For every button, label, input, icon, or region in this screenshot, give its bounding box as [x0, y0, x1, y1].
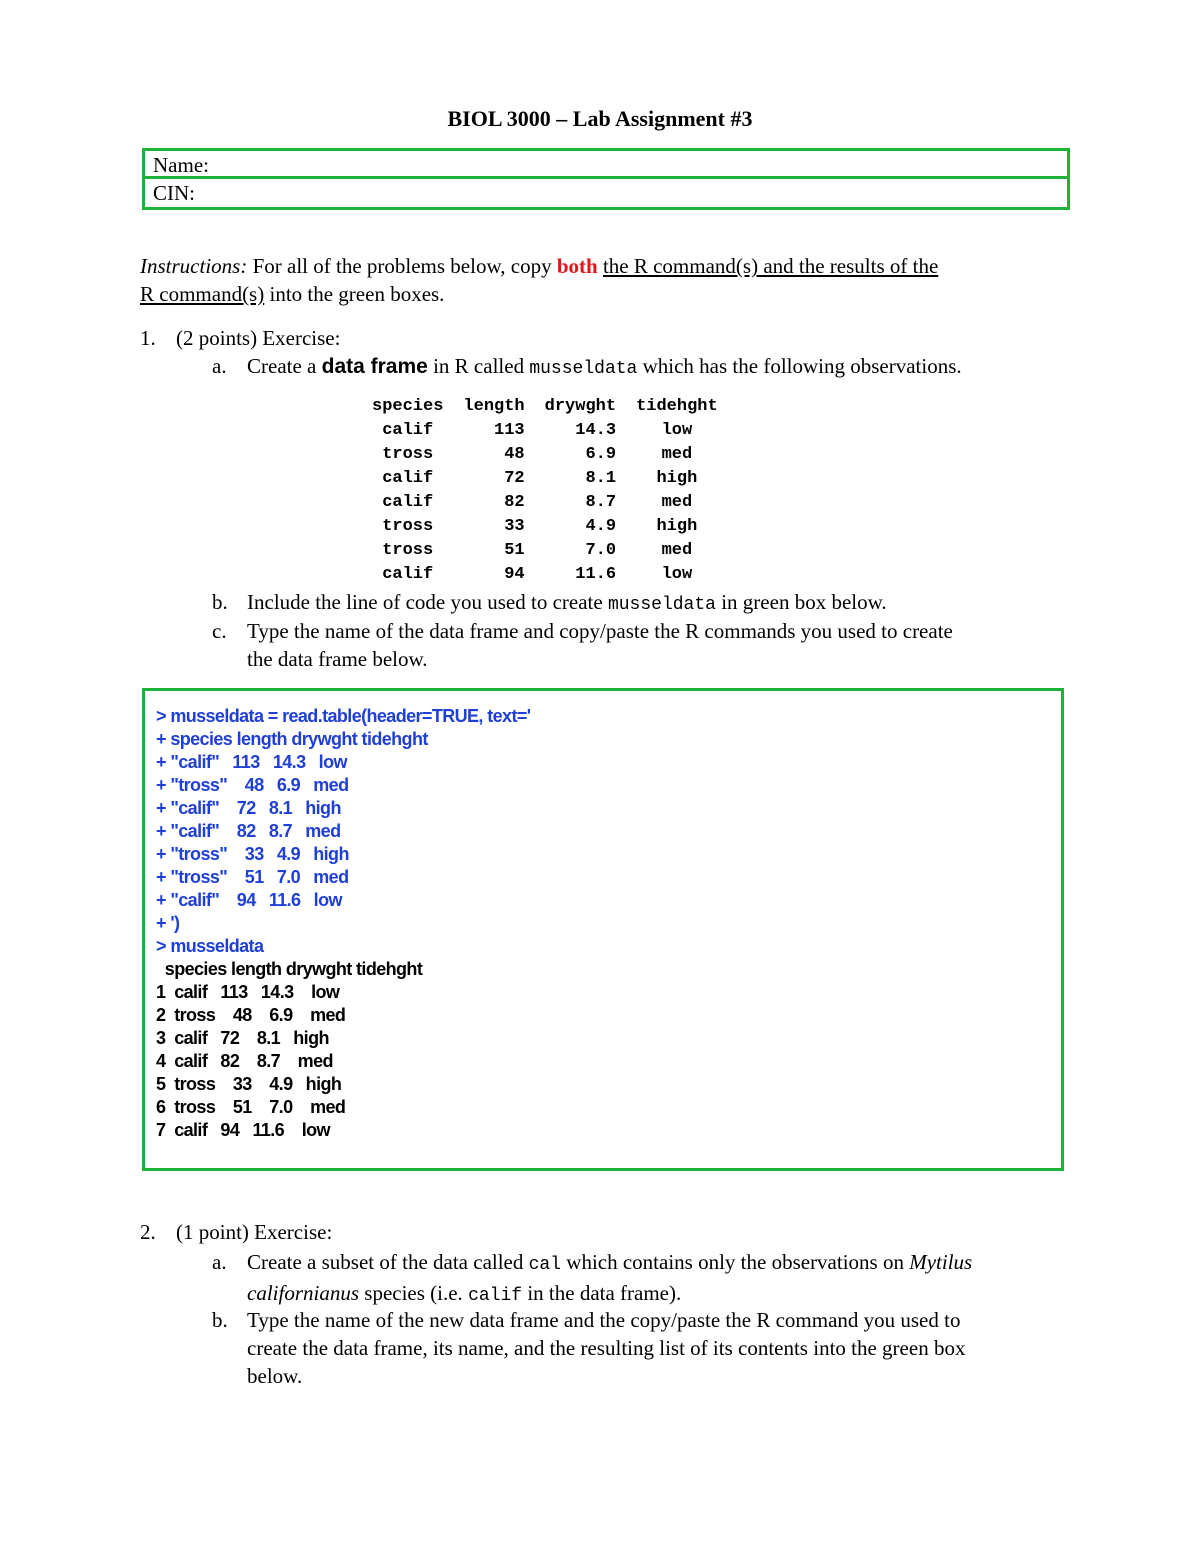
q1b-letter: b.	[212, 590, 228, 614]
q2-heading: (1 point) Exercise:	[176, 1220, 333, 1244]
r-command-line: + ')	[156, 913, 180, 933]
name-field[interactable]: Name:	[145, 151, 1067, 179]
table-cell: med	[661, 444, 693, 464]
r-command-line: + "calif" 113 14.3 low	[156, 752, 347, 772]
r-command-line: + "tross" 33 4.9 high	[156, 844, 349, 864]
table-cell: calif	[382, 492, 434, 512]
table-row	[362, 466, 728, 490]
table-cell: 8.7	[585, 492, 617, 512]
table-cell: high	[656, 516, 698, 536]
table-cell: tross	[382, 540, 434, 560]
both-emphasis: both	[556, 254, 598, 278]
r-command-line: + "calif" 94 11.6 low	[156, 890, 342, 910]
r-command-line: + species length drywght tidehght	[156, 729, 428, 749]
instructions-label: Instructions:	[140, 254, 248, 278]
q1c-letter: c.	[212, 619, 227, 643]
table-cell: 51	[504, 540, 525, 560]
q1a-letter: a.	[212, 354, 227, 378]
page-title: BIOL 3000 – Lab Assignment #3	[447, 106, 753, 131]
table-cell: med	[661, 492, 693, 512]
r-output-line: 7 calif 94 11.6 low	[156, 1120, 330, 1140]
r-output-line: 1 calif 113 14.3 low	[156, 982, 340, 1002]
table-cell: 113	[494, 420, 525, 440]
r-command-line: + "calif" 72 8.1 high	[156, 798, 341, 818]
table-cell: high	[656, 468, 698, 488]
table-cell: 7.0	[585, 540, 617, 560]
table-cell: 94	[504, 564, 525, 584]
q1c-text: Type the name of the data frame and copy/paste the R commands you used to create the data frame below.	[247, 619, 953, 671]
q1b-text: Include the line of code you used to create musseldata in green box below.	[247, 590, 887, 615]
r-output-line: 2 tross 48 6.9 med	[156, 1005, 346, 1025]
cin-field[interactable]: CIN:	[153, 181, 195, 205]
q2b-letter: b.	[212, 1308, 228, 1332]
r-command-line: + "tross" 48 6.9 med	[156, 775, 349, 795]
student-id-box	[142, 148, 1070, 210]
r-output-line: 6 tross 51 7.0 med	[156, 1097, 346, 1117]
instructions: Instructions: For all of the problems below, copy both the R command(s) and the results of the R command(s) into the green boxes.	[140, 254, 939, 306]
table-header-cell: tidehght	[636, 396, 718, 416]
table-cell: 8.1	[585, 468, 617, 488]
table-cell: 14.3	[575, 420, 617, 440]
table-cell: 48	[504, 444, 525, 464]
r-command-line: + "tross" 51 7.0 med	[156, 867, 349, 887]
r-command-line: + "calif" 82 8.7 med	[156, 821, 341, 841]
r-output-line: 5 tross 33 4.9 high	[156, 1074, 342, 1094]
table-row	[362, 442, 728, 466]
table-cell: tross	[382, 516, 434, 536]
table-header-cell: length	[463, 396, 525, 416]
table-cell: calif	[382, 564, 434, 584]
table-cell: low	[661, 420, 693, 440]
q2a-letter: a.	[212, 1250, 227, 1274]
r-command-line: > musseldata = read.table(header=TRUE, text='	[156, 706, 531, 726]
q2b-text: Type the name of the new data frame and the copy/paste the R command you used to create the data frame, its name, and the resulting list of its contents into the green box below.	[247, 1308, 966, 1388]
q2-number: 2.	[140, 1220, 156, 1244]
table-row	[362, 418, 728, 442]
table-cell: 82	[504, 492, 525, 512]
q1a-text: Create a data frame in R called musseldata which has the following observations.	[247, 354, 962, 379]
table-cell: 6.9	[585, 444, 617, 464]
r-command-line: > musseldata	[156, 936, 264, 956]
q1-heading: (2 points) Exercise:	[176, 326, 341, 350]
answer-box-q1[interactable]	[142, 688, 1064, 1171]
table-cell: low	[661, 564, 693, 584]
table-cell: med	[661, 540, 693, 560]
table-cell: calif	[382, 468, 434, 488]
q1-number: 1.	[140, 326, 156, 350]
q2a-text: Create a subset of the data called cal which contains only the observations on Mytilus californianus species (i.e. calif in the data frame).	[247, 1250, 973, 1306]
table-row	[362, 538, 728, 562]
table-row	[362, 514, 728, 538]
table-cell: 72	[504, 468, 525, 488]
table-cell: 33	[504, 516, 525, 536]
table-row	[362, 490, 728, 514]
table-cell: tross	[382, 444, 434, 464]
observations-table	[362, 394, 728, 586]
table-cell: 11.6	[575, 564, 617, 584]
table-header-cell: drywght	[544, 396, 617, 416]
r-output-line: species length drywght tidehght	[156, 959, 423, 979]
table-row	[362, 562, 728, 586]
r-output-line: 4 calif 82 8.7 med	[156, 1051, 333, 1071]
table-cell: calif	[382, 420, 434, 440]
table-header-cell: species	[372, 396, 444, 416]
r-output-line: 3 calif 72 8.1 high	[156, 1028, 329, 1048]
table-cell: 4.9	[585, 516, 617, 536]
